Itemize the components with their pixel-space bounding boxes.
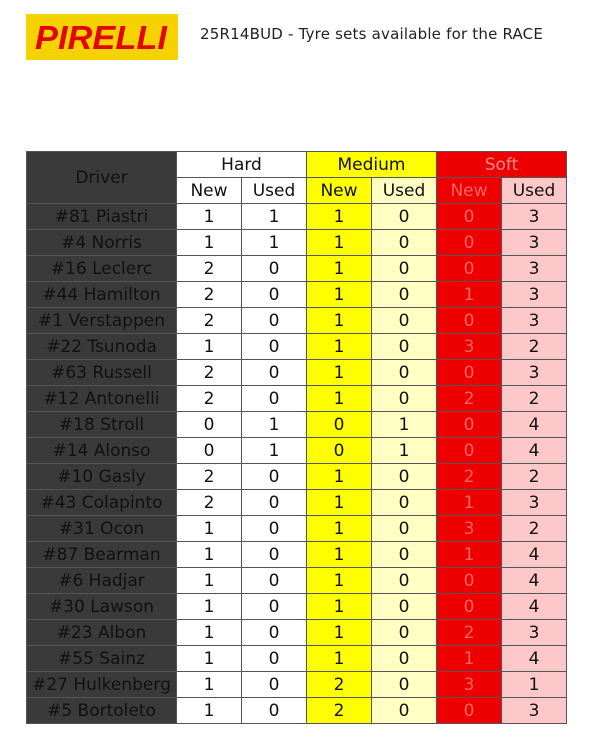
medium-new-cell: 1 bbox=[307, 256, 372, 282]
medium-new-cell: 1 bbox=[307, 542, 372, 568]
soft-new-cell: 0 bbox=[437, 230, 502, 256]
hard-used-cell: 1 bbox=[242, 438, 307, 464]
hard-new-cell: 1 bbox=[177, 542, 242, 568]
soft-used-cell: 3 bbox=[502, 204, 567, 230]
soft-group-header: Soft bbox=[437, 152, 567, 178]
medium-new-cell: 1 bbox=[307, 516, 372, 542]
medium-new-cell: 1 bbox=[307, 308, 372, 334]
hard-used-cell: 0 bbox=[242, 568, 307, 594]
driver-name-cell: #23 Albon bbox=[27, 620, 177, 646]
medium-used-cell: 0 bbox=[372, 282, 437, 308]
hard-new-cell: 1 bbox=[177, 594, 242, 620]
soft-used-cell: 4 bbox=[502, 646, 567, 672]
hard-used-cell: 0 bbox=[242, 542, 307, 568]
soft-used-cell: 3 bbox=[502, 230, 567, 256]
table-row bbox=[27, 568, 567, 594]
medium-used-cell: 0 bbox=[372, 464, 437, 490]
medium-used-cell: 0 bbox=[372, 204, 437, 230]
medium-new-cell: 1 bbox=[307, 386, 372, 412]
medium-used-cell: 0 bbox=[372, 386, 437, 412]
driver-name-cell: #14 Alonso bbox=[27, 438, 177, 464]
medium-used-cell: 0 bbox=[372, 594, 437, 620]
table-row bbox=[27, 490, 567, 516]
medium-used-cell: 0 bbox=[372, 646, 437, 672]
medium-used-cell: 0 bbox=[372, 620, 437, 646]
medium-new-cell: 1 bbox=[307, 334, 372, 360]
tyre-sets-table bbox=[26, 151, 567, 724]
medium-new-cell: 1 bbox=[307, 230, 372, 256]
soft-new-cell: 1 bbox=[437, 282, 502, 308]
hard-new-cell: 2 bbox=[177, 490, 242, 516]
medium-new-cell: 1 bbox=[307, 464, 372, 490]
hard-used-header: Used bbox=[242, 178, 307, 204]
soft-new-cell: 2 bbox=[437, 386, 502, 412]
table-row bbox=[27, 646, 567, 672]
driver-name-cell: #27 Hulkenberg bbox=[27, 672, 177, 698]
medium-used-cell: 0 bbox=[372, 490, 437, 516]
medium-used-cell: 0 bbox=[372, 568, 437, 594]
soft-new-cell: 0 bbox=[437, 698, 502, 724]
driver-name-cell: #10 Gasly bbox=[27, 464, 177, 490]
table-row bbox=[27, 516, 567, 542]
soft-new-cell: 1 bbox=[437, 490, 502, 516]
hard-used-cell: 0 bbox=[242, 698, 307, 724]
table-row bbox=[27, 542, 567, 568]
medium-new-cell: 1 bbox=[307, 490, 372, 516]
medium-new-cell: 1 bbox=[307, 620, 372, 646]
hard-used-cell: 0 bbox=[242, 360, 307, 386]
driver-name-cell: #63 Russell bbox=[27, 360, 177, 386]
medium-new-header: New bbox=[307, 178, 372, 204]
driver-name-cell: #18 Stroll bbox=[27, 412, 177, 438]
soft-used-cell: 2 bbox=[502, 516, 567, 542]
hard-used-cell: 1 bbox=[242, 412, 307, 438]
hard-used-cell: 0 bbox=[242, 282, 307, 308]
table-row bbox=[27, 334, 567, 360]
medium-new-cell: 2 bbox=[307, 672, 372, 698]
tyre-table-body bbox=[27, 204, 567, 724]
pirelli-logo-text: PIRELLI bbox=[35, 20, 168, 54]
driver-column-header: Driver bbox=[27, 152, 177, 204]
soft-used-cell: 2 bbox=[502, 334, 567, 360]
hard-used-cell: 0 bbox=[242, 386, 307, 412]
soft-new-cell: 0 bbox=[437, 308, 502, 334]
table-row bbox=[27, 360, 567, 386]
driver-name-cell: #43 Colapinto bbox=[27, 490, 177, 516]
hard-new-cell: 1 bbox=[177, 568, 242, 594]
hard-new-cell: 1 bbox=[177, 646, 242, 672]
driver-name-cell: #16 Leclerc bbox=[27, 256, 177, 282]
driver-name-cell: #5 Bortoleto bbox=[27, 698, 177, 724]
table-row bbox=[27, 412, 567, 438]
soft-used-cell: 3 bbox=[502, 698, 567, 724]
medium-used-cell: 0 bbox=[372, 230, 437, 256]
soft-used-header: Used bbox=[502, 178, 567, 204]
medium-group-header: Medium bbox=[307, 152, 437, 178]
hard-used-cell: 0 bbox=[242, 594, 307, 620]
hard-used-cell: 0 bbox=[242, 308, 307, 334]
hard-new-cell: 1 bbox=[177, 204, 242, 230]
driver-name-cell: #81 Piastri bbox=[27, 204, 177, 230]
table-row bbox=[27, 204, 567, 230]
soft-used-cell: 3 bbox=[502, 360, 567, 386]
driver-name-cell: #55 Sainz bbox=[27, 646, 177, 672]
driver-name-cell: #6 Hadjar bbox=[27, 568, 177, 594]
hard-used-cell: 1 bbox=[242, 204, 307, 230]
soft-new-cell: 0 bbox=[437, 256, 502, 282]
hard-used-cell: 0 bbox=[242, 464, 307, 490]
medium-new-cell: 1 bbox=[307, 360, 372, 386]
soft-used-cell: 3 bbox=[502, 490, 567, 516]
table-row bbox=[27, 230, 567, 256]
table-row bbox=[27, 464, 567, 490]
medium-new-cell: 0 bbox=[307, 438, 372, 464]
soft-new-cell: 3 bbox=[437, 672, 502, 698]
soft-new-cell: 3 bbox=[437, 516, 502, 542]
driver-name-cell: #30 Lawson bbox=[27, 594, 177, 620]
medium-new-cell: 1 bbox=[307, 204, 372, 230]
driver-name-cell: #44 Hamilton bbox=[27, 282, 177, 308]
soft-used-cell: 4 bbox=[502, 594, 567, 620]
soft-used-cell: 2 bbox=[502, 464, 567, 490]
hard-new-cell: 1 bbox=[177, 230, 242, 256]
table-row bbox=[27, 282, 567, 308]
medium-used-cell: 1 bbox=[372, 412, 437, 438]
soft-new-cell: 0 bbox=[437, 412, 502, 438]
driver-name-cell: #12 Antonelli bbox=[27, 386, 177, 412]
soft-new-cell: 0 bbox=[437, 594, 502, 620]
soft-new-cell: 0 bbox=[437, 568, 502, 594]
soft-used-cell: 1 bbox=[502, 672, 567, 698]
pirelli-logo-wordmark bbox=[33, 20, 171, 54]
soft-used-cell: 4 bbox=[502, 438, 567, 464]
medium-used-header: Used bbox=[372, 178, 437, 204]
soft-used-cell: 4 bbox=[502, 412, 567, 438]
pirelli-logo bbox=[26, 14, 178, 60]
soft-new-cell: 0 bbox=[437, 360, 502, 386]
soft-used-cell: 2 bbox=[502, 386, 567, 412]
hard-new-cell: 2 bbox=[177, 256, 242, 282]
hard-used-cell: 1 bbox=[242, 230, 307, 256]
medium-new-cell: 1 bbox=[307, 282, 372, 308]
medium-used-cell: 0 bbox=[372, 308, 437, 334]
soft-used-cell: 3 bbox=[502, 256, 567, 282]
hard-used-cell: 0 bbox=[242, 490, 307, 516]
medium-used-cell: 1 bbox=[372, 438, 437, 464]
soft-new-cell: 2 bbox=[437, 620, 502, 646]
table-row bbox=[27, 698, 567, 724]
hard-new-cell: 2 bbox=[177, 308, 242, 334]
soft-used-cell: 4 bbox=[502, 568, 567, 594]
soft-new-cell: 3 bbox=[437, 334, 502, 360]
medium-used-cell: 0 bbox=[372, 256, 437, 282]
hard-new-cell: 2 bbox=[177, 464, 242, 490]
hard-group-header: Hard bbox=[177, 152, 307, 178]
soft-new-cell: 2 bbox=[437, 464, 502, 490]
table-row bbox=[27, 594, 567, 620]
medium-used-cell: 0 bbox=[372, 360, 437, 386]
hard-used-cell: 0 bbox=[242, 620, 307, 646]
driver-name-cell: #22 Tsunoda bbox=[27, 334, 177, 360]
hard-new-cell: 1 bbox=[177, 516, 242, 542]
hard-used-cell: 0 bbox=[242, 672, 307, 698]
driver-name-cell: #31 Ocon bbox=[27, 516, 177, 542]
medium-used-cell: 0 bbox=[372, 698, 437, 724]
hard-new-cell: 2 bbox=[177, 360, 242, 386]
medium-new-cell: 0 bbox=[307, 412, 372, 438]
driver-name-cell: #87 Bearman bbox=[27, 542, 177, 568]
hard-new-cell: 1 bbox=[177, 334, 242, 360]
soft-new-cell: 0 bbox=[437, 204, 502, 230]
hard-new-cell: 1 bbox=[177, 672, 242, 698]
soft-new-header: New bbox=[437, 178, 502, 204]
table-row bbox=[27, 438, 567, 464]
driver-name-cell: #4 Norris bbox=[27, 230, 177, 256]
table-row bbox=[27, 308, 567, 334]
hard-new-cell: 2 bbox=[177, 282, 242, 308]
table-row bbox=[27, 256, 567, 282]
medium-new-cell: 2 bbox=[307, 698, 372, 724]
hard-new-cell: 0 bbox=[177, 438, 242, 464]
table-row bbox=[27, 620, 567, 646]
hard-used-cell: 0 bbox=[242, 516, 307, 542]
table-row bbox=[27, 672, 567, 698]
document-title: 25R14BUD - Tyre sets available for the RACE bbox=[200, 25, 544, 43]
soft-new-cell: 0 bbox=[437, 438, 502, 464]
hard-used-cell: 0 bbox=[242, 256, 307, 282]
driver-name-cell: #1 Verstappen bbox=[27, 308, 177, 334]
hard-new-cell: 1 bbox=[177, 698, 242, 724]
hard-new-cell: 0 bbox=[177, 412, 242, 438]
medium-used-cell: 0 bbox=[372, 672, 437, 698]
hard-used-cell: 0 bbox=[242, 334, 307, 360]
soft-used-cell: 3 bbox=[502, 282, 567, 308]
table-row bbox=[27, 386, 567, 412]
group-header-row bbox=[27, 152, 567, 178]
soft-used-cell: 3 bbox=[502, 620, 567, 646]
hard-new-header: New bbox=[177, 178, 242, 204]
medium-used-cell: 0 bbox=[372, 334, 437, 360]
hard-new-cell: 1 bbox=[177, 620, 242, 646]
medium-new-cell: 1 bbox=[307, 594, 372, 620]
soft-used-cell: 4 bbox=[502, 542, 567, 568]
medium-new-cell: 1 bbox=[307, 568, 372, 594]
soft-new-cell: 1 bbox=[437, 646, 502, 672]
medium-used-cell: 0 bbox=[372, 542, 437, 568]
medium-new-cell: 1 bbox=[307, 646, 372, 672]
medium-used-cell: 0 bbox=[372, 516, 437, 542]
soft-used-cell: 3 bbox=[502, 308, 567, 334]
hard-new-cell: 2 bbox=[177, 386, 242, 412]
hard-used-cell: 0 bbox=[242, 646, 307, 672]
soft-new-cell: 1 bbox=[437, 542, 502, 568]
